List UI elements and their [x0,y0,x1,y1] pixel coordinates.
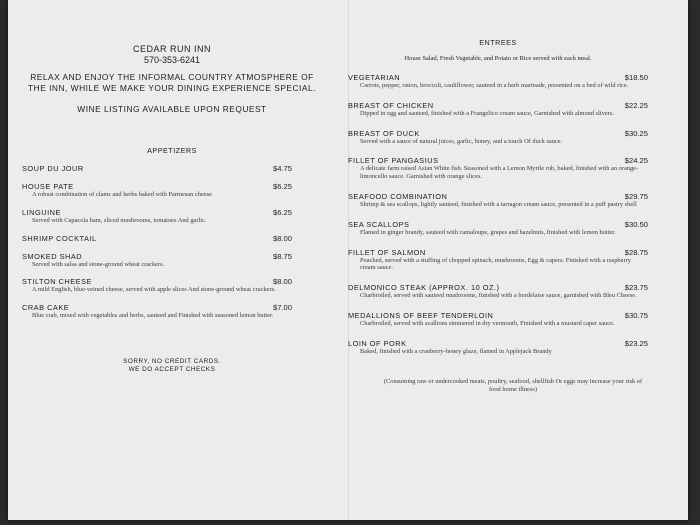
food-safety-disclaimer: (Consuming raw or undercooked meats, poultry, seafood, shellfish Or eggs may increase your risk of food borne illness) [383,377,643,393]
restaurant-phone: 570-353-6241 [143,55,201,65]
item-price: $6.25 [272,207,292,217]
item-name: SEA SCALLOPS [348,219,410,229]
item-description: Blue crab, mixed with vegetables and herbs, sauteed and Finished with seasoned lemon butter. [32,312,274,320]
item-name: STILTON CHEESE [22,277,92,287]
item-price: $8.00 [272,277,292,287]
item-name: SMOKED SHAD [22,251,83,261]
entree-list [348,73,648,356]
item-price: $30.25 [624,128,648,138]
menu-item [22,303,322,320]
item-name: SOUP DU JOUR [22,164,84,173]
menu-item [348,73,648,90]
item-price: $24.25 [624,156,648,166]
item-description: Shrimp & sea scallops, lightly sauteed, finished with a tarragon cream sauce, presented in a puff pastry shell [360,200,637,208]
item-name: MEDALLIONS OF BEEF TENDERLOIN [348,310,494,320]
restaurant-name: CEDAR RUN INN [132,44,211,54]
right-column [348,38,648,394]
item-price: $28.75 [624,247,648,257]
item-description: Charbroiled, served with sauteed mushrooms, finished with a bordelaise sauce, garnished with Bleu Cheese. [360,292,637,300]
item-description: Carrots, pepper, onion, broccoli, cauliflower, sauteed in a herb marinade, presented on a bed of wild rice. [360,82,629,89]
menu-item [348,129,648,146]
item-price: $30.75 [624,310,648,320]
item-description: A delicate farm raised Asian White fish. Seasoned with a Lemon Myrtle rub, baked, finished with an orange-limoncello sauce. Garnished with orange slices. [360,165,639,181]
item-price: $7.00 [272,303,292,313]
item-name: VEGETARIAN [348,73,401,82]
item-name: FILLET OF PANGASIUS [348,156,439,166]
item-description: Served with salsa and stone-ground wheat crackers. [32,260,165,268]
item-description: Dipped in egg and sauteed, finished with a Frangelico cream sauce, Garnished with almond slivers. [360,109,614,117]
item-price: $29.75 [624,191,648,201]
item-price: $22.25 [624,100,648,110]
item-description: Poached, served with a stuffing of chopped spinach, mushrooms, Egg & capers. Finished with a raspberry cream sauce. [360,256,631,272]
item-price: $30.50 [624,219,648,229]
item-description: Charbroiled, served with scallions simmered in dry vermouth, Finished with a mustard caper sauce. [360,319,615,327]
item-price: $18.50 [624,73,648,82]
menu-item [348,283,648,300]
item-description: A robust combination of clams and herbs baked with Parmesan cheese [32,191,212,198]
menu-item [348,248,648,273]
item-name: BREAST OF DUCK [348,128,420,138]
payment-note [22,358,322,374]
item-price: $6.25 [272,182,292,191]
entrees-subtitle: House Salad, Fresh Vegetable, and Potato or Rice served with each meal. [404,55,592,62]
menu-item [348,339,648,356]
menu-item [348,311,648,328]
menu-item [348,192,648,209]
menu-page [8,0,688,520]
item-price: $8.75 [272,251,292,261]
menu-item [22,234,322,243]
appetizer-list [22,164,322,320]
item-name: HOUSE PATE [22,182,74,191]
menu-item [22,164,322,173]
item-name: LINGUINE [22,207,61,217]
menu-item [348,220,648,237]
entrees-title: ENTREES [479,38,517,47]
item-name: DELMONICO STEAK (APPROX. 10 OZ.) [348,283,500,293]
menu-item [348,101,648,118]
menu-item [22,277,322,294]
item-name: CRAB CAKE [22,303,70,313]
menu-item [22,208,322,225]
item-price: $23.75 [624,283,648,293]
item-name: SHRIMP COCKTAIL [22,233,97,243]
item-name: LOIN OF PORK [348,338,407,348]
item-price: $8.00 [272,233,292,243]
item-description: Baked, finished with a cranberry-honey glaze, flamed in Applejack Brandy [360,347,552,355]
item-name: FILLET OF SALMON [348,247,426,257]
wine-note: WINE LISTING AVAILABLE UPON REQUEST [77,104,267,114]
payment-line-2: WE DO ACCEPT CHECKS [128,366,216,374]
item-name: BREAST OF CHICKEN [348,100,434,110]
menu-item [348,156,648,181]
payment-line-1: SORRY, NO CREDIT CARDS. [123,357,221,365]
intro-text: RELAX AND ENJOY THE INFORMAL COUNTRY ATMOSPHERE OF THE INN, WHILE WE MAKE YOUR DINING EXPERIENCE SPECIAL. [28,72,316,93]
left-column [22,38,322,374]
item-description: Served with a sauce of natural juices, garlic, honey, and a touch Of duck sauce. [360,137,563,145]
item-price: $23.25 [624,338,648,348]
item-description: A mild English, blue-veined cheese, served with apple slices And stone-ground wheat crackers. [32,286,276,294]
appetizers-title: APPETIZERS [147,146,197,155]
item-description: Served with Capacola ham, sliced mushrooms, tomatoes And garlic. [32,216,207,224]
item-price: $4.75 [272,164,292,173]
item-description: Flamed in ginger brandy, sauteed with cantaloupe, grapes and hazelnuts, finished with lemon butter. [360,228,616,236]
menu-item [22,182,322,199]
menu-item [22,252,322,269]
item-name: SEAFOOD COMBINATION [348,191,448,201]
